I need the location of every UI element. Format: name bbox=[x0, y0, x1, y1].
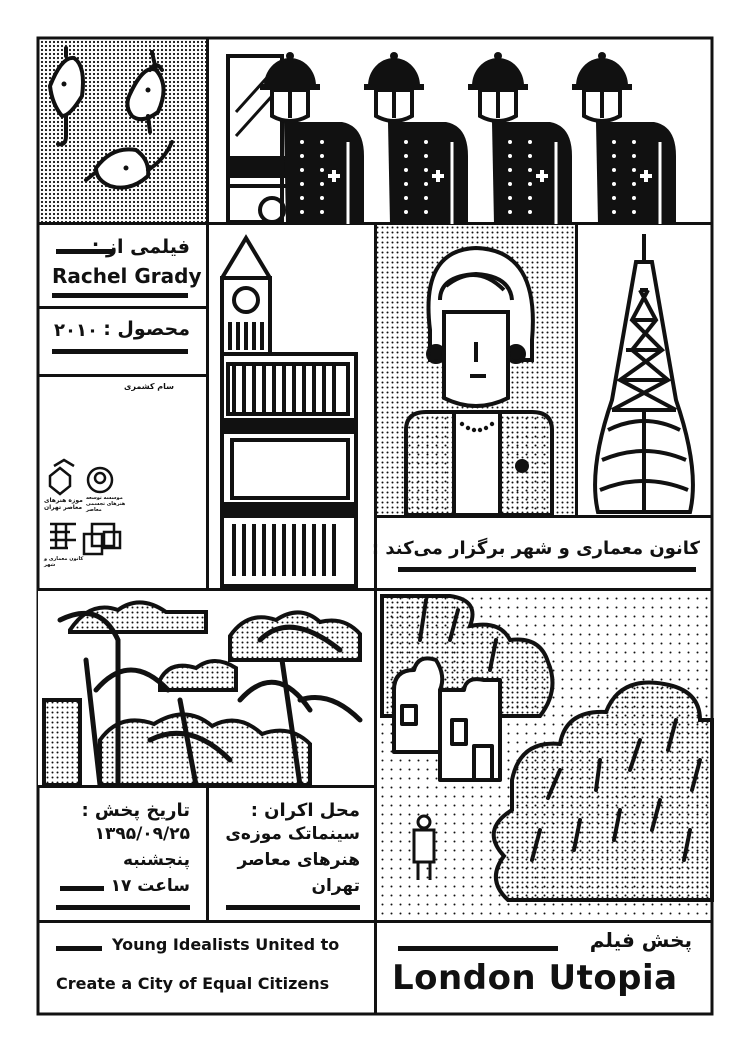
venue-line1: سینماتک موزه‌ی bbox=[225, 824, 360, 844]
broadcast-time-rule bbox=[60, 886, 104, 891]
organizer-rule bbox=[398, 567, 696, 572]
production-year: ۲۰۱۰ bbox=[54, 320, 98, 341]
venue-line2: هنرهای معاصر bbox=[237, 850, 360, 870]
organizer-text: کانون معماری و شهر برگزار می‌کند : bbox=[371, 538, 700, 559]
museum-logo-text: موزه هنرهای معاصر تهران bbox=[44, 497, 83, 511]
tagline-rule bbox=[56, 946, 102, 951]
venue-line3: تهران bbox=[311, 876, 360, 896]
kanoon-logo-text: کانون معماری و شهر bbox=[44, 556, 84, 568]
film-title: London Utopia bbox=[392, 958, 678, 998]
broadcast-day: پنجشنبه bbox=[122, 850, 190, 870]
director-label: فیلمی از : bbox=[91, 236, 190, 258]
tagline-line1: Young Idealists United to bbox=[112, 935, 340, 954]
production-label: محصول : bbox=[103, 318, 190, 340]
broadcast-label: تاریخ پخش : bbox=[81, 800, 190, 821]
broadcast-rule bbox=[56, 905, 190, 910]
institute-logo-text: موسسه توسعه هنرهای تجسمی معاصر bbox=[86, 495, 126, 513]
production-rule bbox=[52, 349, 188, 354]
director-name: Rachel Grady bbox=[52, 264, 202, 288]
film-label-rule bbox=[398, 946, 558, 951]
director-name-rule bbox=[52, 293, 188, 298]
film-label: پخش فیلم bbox=[589, 928, 692, 952]
designer-credit: سام کشمری bbox=[124, 382, 174, 391]
tagline-line2: Create a City of Equal Citizens bbox=[56, 974, 330, 993]
venue-rule bbox=[226, 905, 360, 910]
broadcast-date: ۱۳۹۵/۰۹/۲۵ bbox=[94, 824, 190, 844]
broadcast-time: ساعت ۱۷ bbox=[110, 876, 190, 896]
venue-label: محل اکران : bbox=[250, 800, 360, 821]
